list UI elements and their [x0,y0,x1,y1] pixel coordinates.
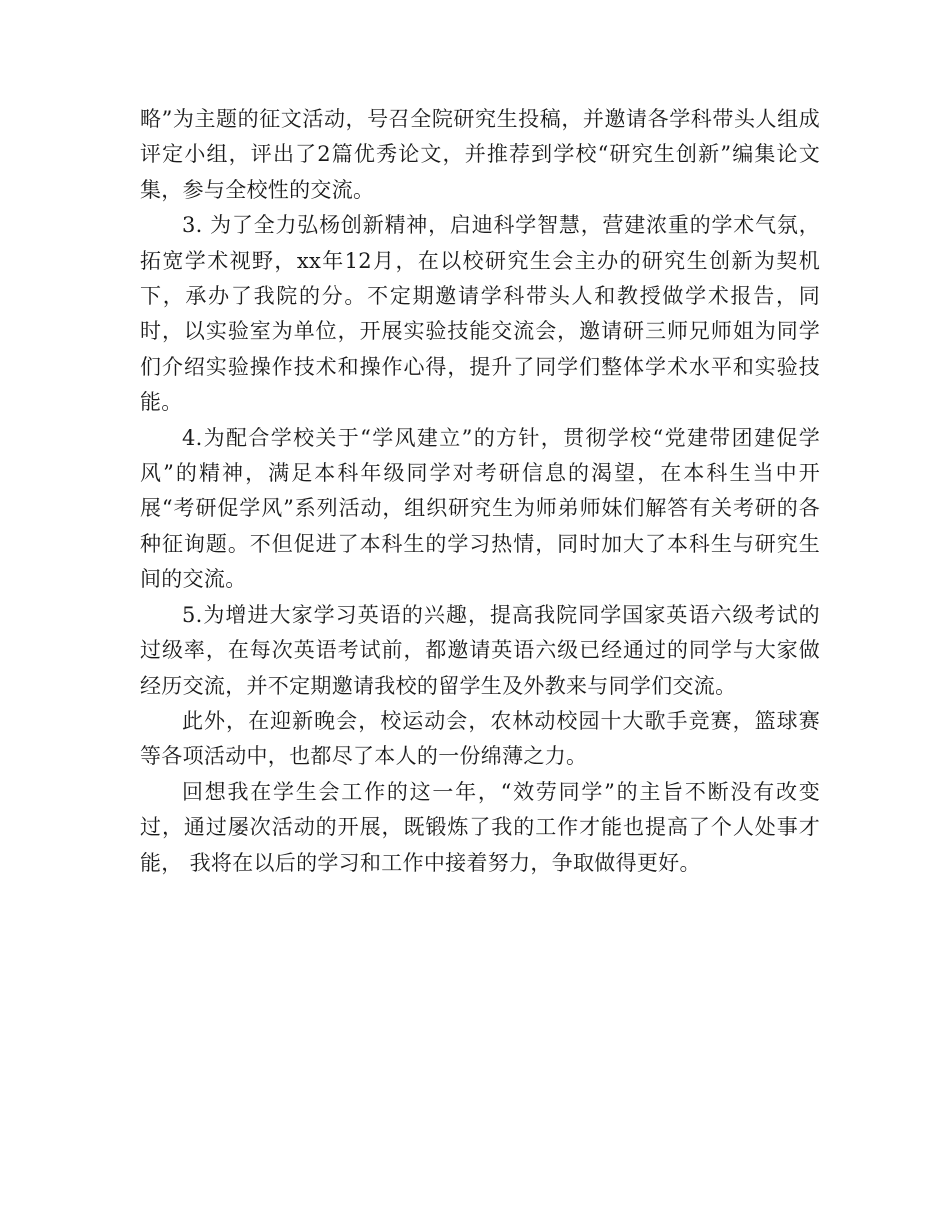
paragraph-item-3: 3. 为了全力弘杨创新精神，启迪科学智慧，营建浓重的学术气氛，拓宽学术视野，xx年12月，在以校研究生会主办的研究生创新为契机下，承办了我院的分。不定期邀请学科带头人和教授做学术报告，同时，以实验室为单位，开展实验技能交流会，邀请研三师兄师姐为同学们介绍实验操作技术和操作心得，提升了同学们整体学术水平和实验技能。 [140,213,820,415]
document-body [140,102,820,881]
paragraph-other-activities: 此外，在迎新晚会，校运动会，农林动校园十大歌手竞赛，篮球赛等各项活动中，也都尽了本人的一份绵薄之力。 [140,708,820,769]
paragraph-conclusion: 回想我在学生会工作的这一年，“效劳同学”的主旨不断没有改变过，通过屡次活动的开展，既锻炼了我的工作才能也提高了个人处事才能， 我将在以后的学习和工作中接着努力，争取做得更好。 [140,779,820,875]
paragraph-item-5: 5.为增进大家学习英语的兴趣，提高我院同学国家英语六级考试的过级率，在每次英语考试前，都邀请英语六级已经通过的同学与大家做经历交流，并不定期邀请我校的留学生及外教来与同学们交流。 [140,602,820,698]
paragraph-item-4: 4.为配合学校关于“学风建立”的方针，贯彻学校“党建带团建促学风”的精神，满足本科年级同学对考研信息的渴望，在本科生当中开展“考研促学风”系列活动，组织研究生为师弟师妹们解答有关考研的各种征询题。不但促进了本科生的学习热情，同时加大了本科生与研究生间的交流。 [140,425,820,592]
paragraph-essay-contest: 略”为主题的征文活动，号召全院研究生投稿，并邀请各学科带头人组成评定小组，评出了2篇优秀论文，并推荐到学校“研究生创新”编集论文集，参与全校性的交流。 [140,107,820,202]
